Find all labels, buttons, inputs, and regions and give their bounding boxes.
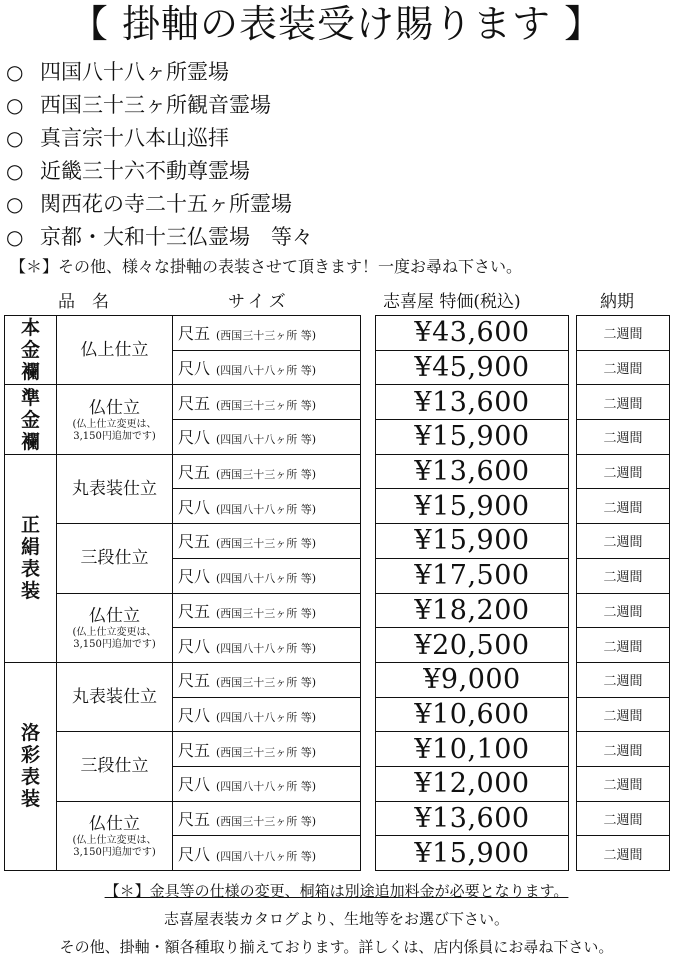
price-cell: ¥13,600 (376, 454, 569, 489)
header-price: 志喜屋 特価(税込) (383, 292, 521, 312)
price-cell: ¥20,500 (376, 628, 569, 663)
list-item-label: 京都・大和十三仏霊場 等々 (40, 225, 313, 249)
category-rakusai: 洛 彩 表 装 (5, 662, 57, 870)
header-delivery: 納期 (600, 292, 634, 312)
list-item (6, 89, 313, 122)
delivery-cell: 二週間 (577, 628, 670, 663)
size-cell: 尺五 (西国三十三ヶ所 等) (173, 316, 361, 351)
table-row (5, 316, 670, 351)
style-cell: 仏上仕立 (57, 316, 173, 385)
circle-icon: ○ (6, 192, 24, 216)
circle-icon: ○ (6, 126, 24, 150)
list-item-label: 真言宗十八本山巡拝 (40, 126, 229, 150)
size-cell: 尺五 (西国三十三ヶ所 等) (173, 524, 361, 559)
style-cell: 三段仕立 (57, 732, 173, 801)
price-cell: ¥13,600 (376, 801, 569, 836)
delivery-cell: 二週間 (577, 662, 670, 697)
delivery-cell: 二週間 (577, 801, 670, 836)
delivery-cell: 二週間 (577, 732, 670, 767)
list-item (6, 188, 313, 221)
size-cell: 尺五 (西国三十三ヶ所 等) (173, 801, 361, 836)
footer-note-2: 志喜屋表装カタログより、生地等をお選び下さい。 (163, 910, 509, 928)
circle-icon: ○ (6, 60, 24, 84)
list-item (6, 122, 313, 155)
size-cell: 尺五 (西国三十三ヶ所 等) (173, 385, 361, 420)
price-cell: ¥13,600 (376, 385, 569, 420)
size-cell: 尺八 (四国八十八ヶ所 等) (173, 697, 361, 732)
category-shoken: 正 絹 表 装 (5, 454, 57, 662)
size-cell: 尺八 (四国八十八ヶ所 等) (173, 558, 361, 593)
price-cell: ¥10,100 (376, 732, 569, 767)
footer-note-1: 【＊】金具等の仕様の変更、桐箱は別途追加料金が必要となります。 (104, 882, 569, 900)
price-cell: ¥15,900 (376, 524, 569, 559)
size-cell: 尺五 (西国三十三ヶ所 等) (173, 662, 361, 697)
list-item-label: 西国三十三ヶ所観音霊場 (40, 93, 271, 117)
delivery-cell: 二週間 (577, 524, 670, 559)
category-honkinran: 本 金 襴 (5, 316, 57, 385)
delivery-cell: 二週間 (577, 420, 670, 455)
size-cell: 尺八 (四国八十八ヶ所 等) (173, 350, 361, 385)
size-cell: 尺八 (四国八十八ヶ所 等) (173, 766, 361, 801)
price-table (4, 315, 670, 871)
price-cell: ¥10,600 (376, 697, 569, 732)
list-item (6, 56, 313, 89)
list-item-label: 四国八十八ヶ所霊場 (40, 60, 229, 84)
delivery-cell: 二週間 (577, 350, 670, 385)
style-cell: 仏仕立 (仏上仕立変更は、 3,150円追加です) (57, 593, 173, 662)
delivery-cell: 二週間 (577, 316, 670, 351)
price-cell: ¥9,000 (376, 662, 569, 697)
price-cell: ¥15,900 (376, 489, 569, 524)
category-junkinran: 準 金 襴 (5, 385, 57, 454)
footer-note-3: その他、掛軸・額各種取り揃えております。詳しくは、店内係員にお尋ね下さい。 (59, 938, 614, 956)
circle-icon: ○ (6, 93, 24, 117)
style-cell: 丸表装仕立 (57, 662, 173, 731)
price-cell: ¥15,900 (376, 836, 569, 871)
price-cell: ¥12,000 (376, 766, 569, 801)
size-cell: 尺八 (四国八十八ヶ所 等) (173, 489, 361, 524)
price-cell: ¥43,600 (376, 316, 569, 351)
size-cell: 尺八 (四国八十八ヶ所 等) (173, 836, 361, 871)
delivery-cell: 二週間 (577, 766, 670, 801)
size-cell: 尺五 (西国三十三ヶ所 等) (173, 593, 361, 628)
list-item-label: 関西花の寺二十五ヶ所霊場 (40, 192, 292, 216)
style-cell: 仏仕立 (仏上仕立変更は、 3,150円追加です) (57, 801, 173, 870)
circle-icon: ○ (6, 159, 24, 183)
size-cell: 尺八 (四国八十八ヶ所 等) (173, 420, 361, 455)
note-top: 【＊】その他、様々な掛軸の表装させて頂きます！一度お尋ね下さい。 (10, 257, 523, 276)
page-title: 【 掛軸の表装受け賜ります 】 (69, 2, 604, 46)
price-cell: ¥45,900 (376, 350, 569, 385)
style-cell: 仏仕立 (仏上仕立変更は、 3,150円追加です) (57, 385, 173, 454)
style-cell: 三段仕立 (57, 524, 173, 593)
circle-icon: ○ (6, 225, 24, 249)
size-cell: 尺五 (西国三十三ヶ所 等) (173, 454, 361, 489)
delivery-cell: 二週間 (577, 593, 670, 628)
price-cell: ¥17,500 (376, 558, 569, 593)
style-cell: 丸表装仕立 (57, 454, 173, 523)
header-item: 品 名 (58, 292, 109, 312)
price-cell: ¥15,900 (376, 420, 569, 455)
pilgrimage-list (6, 56, 313, 254)
delivery-cell: 二週間 (577, 385, 670, 420)
list-item (6, 221, 313, 254)
delivery-cell: 二週間 (577, 489, 670, 524)
list-item (6, 155, 313, 188)
size-cell: 尺五 (西国三十三ヶ所 等) (173, 732, 361, 767)
delivery-cell: 二週間 (577, 558, 670, 593)
delivery-cell: 二週間 (577, 454, 670, 489)
delivery-cell: 二週間 (577, 697, 670, 732)
delivery-cell: 二週間 (577, 836, 670, 871)
header-size: サイズ (228, 292, 290, 312)
list-item-label: 近畿三十六不動尊霊場 (40, 159, 250, 183)
price-cell: ¥18,200 (376, 593, 569, 628)
size-cell: 尺八 (四国八十八ヶ所 等) (173, 628, 361, 663)
